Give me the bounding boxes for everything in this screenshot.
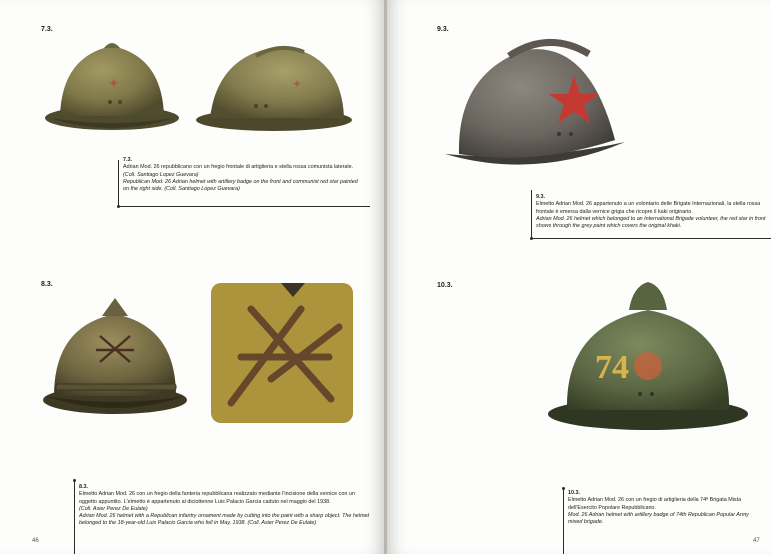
caption-italian: Elmetto Adrian Mod. 26 con un fregio della fanteria repubblicana realizzato mediante l'incisione della vernice con un oggetto appuntito. L'elmetto è appartenuto al diciottenne Luis Palacio Garcia caduto nel maggio del 1938. <box>79 491 355 505</box>
caption-rule-dot <box>562 487 565 490</box>
caption-9-3 <box>536 194 766 230</box>
caption-collection: (Coll. Santiago Lopez Guevara) <box>123 171 199 178</box>
left-page <box>0 0 384 554</box>
caption-italian: Elmetto Adrian Mod. 26 con un fregio di artiglieria della 74ª Brigata Mista dell'Esercito Popolare Repubblicano. <box>568 497 742 511</box>
caption-english: Mod. 26 Adrian helmet with artillery badge of 74th Republican Popular Army mixed brigade. <box>568 511 749 526</box>
detail-photo-8-3 <box>211 283 353 423</box>
caption-number: 9.3. <box>536 194 545 200</box>
caption-collection: (Coll. Asier Perez De Eulate) <box>79 505 148 512</box>
svg-text:✦: ✦ <box>108 75 120 91</box>
caption-rule-vertical <box>531 190 532 238</box>
caption-7-3 <box>123 157 359 193</box>
figure-label-9-3: 9.3. <box>437 26 449 33</box>
caption-rule-vertical <box>74 480 75 554</box>
helmet-marking-numeral: 74 <box>595 349 629 386</box>
caption-number: 10.3. <box>568 490 580 496</box>
right-page <box>387 0 771 554</box>
caption-rule-vertical <box>563 488 564 554</box>
caption-italian: Elmetto Adrian Mod. 26 appartenuto a un volontario delle Brigate Internazionali, la stella rossa frontale è emersa dalla vernice grigia che ricopre il kaki originario. <box>536 201 761 215</box>
caption-english: Adrian Mod. 26 helmet which belonged to an International Brigade volunteer, the red star in front shows through the grey paint which covers the original khaki. <box>536 215 766 230</box>
helmet-photo-7-3-front <box>42 38 182 134</box>
helmet-photo-9-3 <box>439 30 631 170</box>
caption-8-3 <box>79 484 373 528</box>
caption-italian: Adrian Mod. 26 repubblicano con un fregio frontale di artiglieria e stella rossa comunista laterale. <box>123 164 354 171</box>
caption-rule-dot <box>73 479 76 482</box>
caption-rule <box>531 238 771 239</box>
figure-label-7-3: 7.3. <box>41 26 53 33</box>
caption-rule-vertical <box>118 160 119 206</box>
figure-label-8-3: 8.3. <box>41 281 53 288</box>
caption-rule-dot <box>530 237 533 240</box>
caption-10-3 <box>568 490 764 526</box>
helmet-photo-8-3 <box>40 296 190 420</box>
caption-english: Republican Mod. 26 Adrian helmet with artillery badge on the front and communist red star painted on the right side. (Coll. Santiago Lopez Guevara) <box>123 178 358 193</box>
svg-text:✦: ✦ <box>292 77 303 91</box>
page-number: 46 <box>32 538 39 544</box>
caption-number: 8.3. <box>79 484 88 490</box>
caption-number: 7.3. <box>123 157 132 163</box>
caption-rule <box>118 206 370 207</box>
figure-label-10-3: 10.3. <box>437 282 453 289</box>
helmet-photo-10-3 <box>545 280 751 436</box>
helmet-photo-7-3-side <box>194 40 354 134</box>
caption-rule-dot <box>117 205 120 208</box>
page-number: 47 <box>753 538 760 544</box>
caption-english: Adrian Mod. 26 helmet with a Republican infantry ornament made by cutting into the paint with a sharp object. The helmet belonged to the 18-year-old Luis Palacio Garcia who fell in May, 1938. (Coll. Asier Perez De Eulate) <box>79 513 370 527</box>
